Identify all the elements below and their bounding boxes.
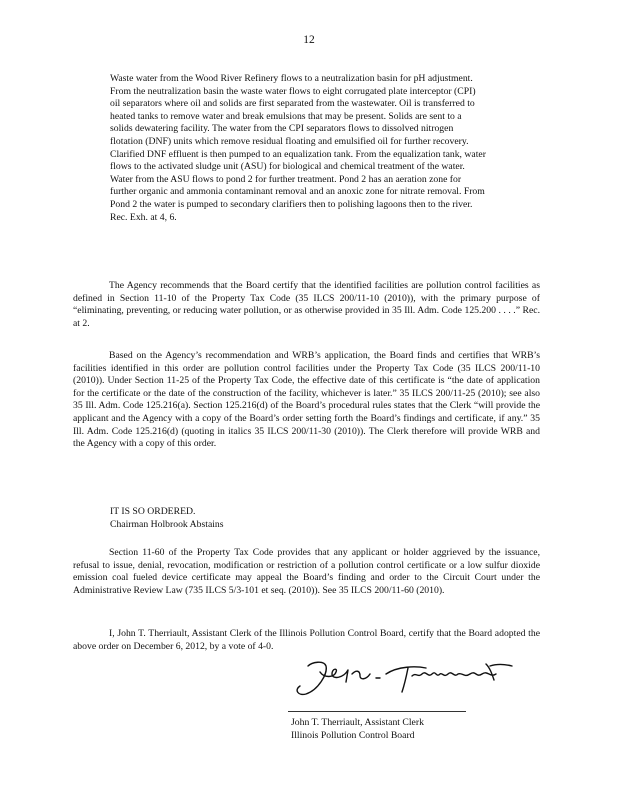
signer-block <box>291 716 424 742</box>
paragraph-agency-recommends: The Agency recommends that the Board certify that the identified facilities are pollution control facilities as defined in Section 11-10 of the Property Tax Code (35 ILCS 200/11-10 (2010)), with the primary purpose of “eliminating, preventing, or reducing water pollution, or as otherwise provided in 35 Ill. Adm. Code 125.200 . . . .” Rec. at 2. <box>73 280 540 329</box>
signer-organization: Illinois Pollution Control Board <box>291 730 415 741</box>
paragraph-board-finds: Based on the Agency’s recommendation and WRB’s application, the Board finds and certifies that WRB’s facilities identified in this order are pollution control facilities under the Property Tax Code (35 ILCS 200/11-10 (2010)). Under Section 11-25 of the Property Tax Code, the effective date of this certificate is “the date of application for the certificate or the date of the construction of the facility, whichever is later.” 35 ILCS 200/11-25 (2010); see also 35 Ill. Adm. Code 125.216(a). Section 125.216(d) of the Board’s procedural rules states that the Clerk “will provide the applicant and the Agency with a copy of the Board’s order setting forth the Board’s findings and certificate, if any.” 35 Ill. Adm. Code 125.216(d) (quoting in italics 35 ILCS 200/11-30 (2010)). The Clerk therefore will provide WRB and the Agency with a copy of this order. <box>73 350 540 450</box>
ordered-statement: IT IS SO ORDERED. <box>110 506 196 517</box>
paragraph-certification: I, John T. Therriault, Assistant Clerk of the Illinois Pollution Control Board, certify that the Board adopted the above order on December 6, 2012, by a vote of 4-0. <box>73 628 540 652</box>
abstention-note: Chairman Holbrook Abstains <box>110 519 224 530</box>
order-block <box>110 505 224 531</box>
handwritten-signature <box>290 652 530 702</box>
signer-name-title: John T. Therriault, Assistant Clerk <box>291 717 424 728</box>
signature-rule <box>288 711 466 712</box>
quoted-process-description: Waste water from the Wood River Refinery flows to a neutralization basin for pH adjustment. From the neutralization basin the waste water flows to eight corrugated plate interceptor (CPI) oil separators where oil and solids are first separated from the wastewater. Oil is transferred to heated tanks to remove water and break emulsions that may be present. Solids are sent to a solids dewatering facility. The water from the CPI separators flows to dissolved nitrogen flotation (DNF) units which remove residual floating and emulsified oil for further recovery. Clarified DNF effluent is then pumped to an equalization tank. From the equalization tank, water flows to the activated sludge unit (ASU) for biological and chemical treatment of the water. Water from the ASU flows to pond 2 for further treatment. Pond 2 has an aeration zone for further organic and ammonia contaminant removal and an anoxic zone for nitrate removal. From Pond 2 the water is pumped to secondary clarifiers then to polishing lagoons then to the river. Rec. Exh. at 4, 6. <box>110 73 486 223</box>
page-number: 12 <box>303 34 315 46</box>
paragraph-appeal-rights: Section 11-60 of the Property Tax Code provides that any applicant or holder aggrieved by the issuance, refusal to issue, denial, revocation, modification or restriction of a pollution control certificate or a low sulfur dioxide emission coal fueled device certificate may appeal the Board’s finding and order to the Circuit Court under the Administrative Review Law (735 ILCS 5/3-101 et seq. (2010)). See 35 ILCS 200/11-60 (2010). <box>73 547 540 596</box>
